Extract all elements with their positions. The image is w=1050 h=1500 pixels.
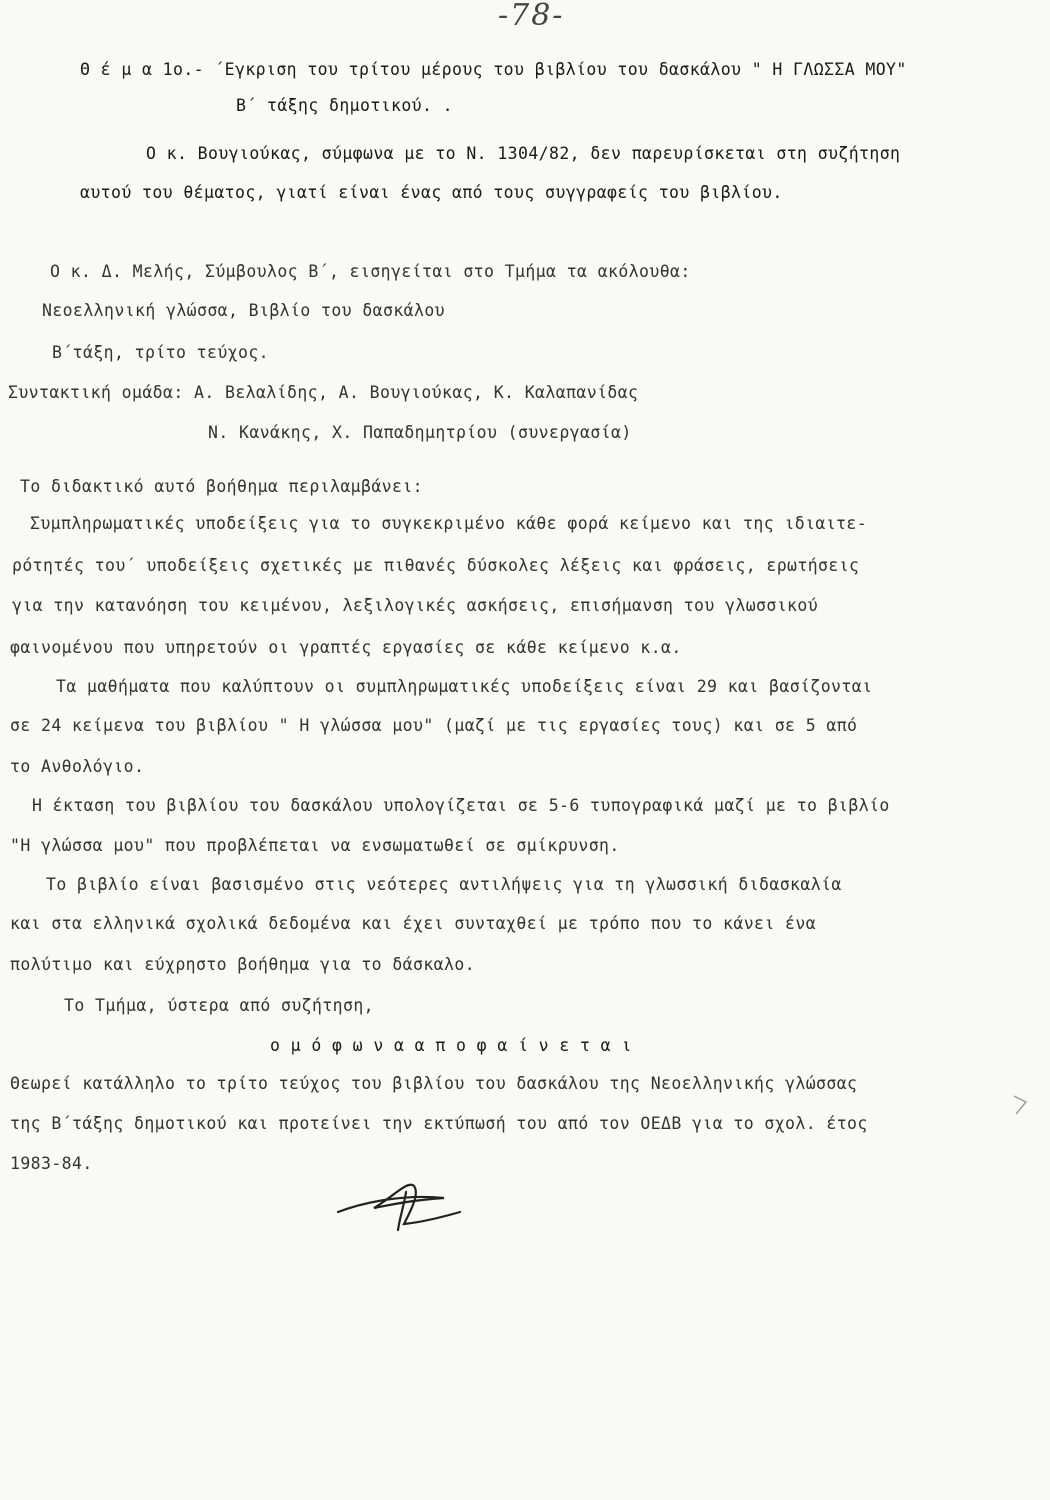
intro-line-2: αυτού του θέματος, γιατί είναι ένας από τους συγγραφείς του βιβλίου. — [80, 183, 783, 202]
report-line-1: Ο κ. Δ. Μελής, Σύμβουλος Β΄, εισηγείται στο Τμήμα τα ακόλουθα: — [50, 262, 691, 281]
report-line-18: πολύτιμο και εύχρηστο βοήθημα για το δάσκαλο. — [10, 955, 476, 974]
report-line-11: Τα μαθήματα που καλύπτουν οι συμπληρωματικές υποδείξεις είναι 29 και βασίζονται — [56, 677, 873, 696]
intro-line-1: Ο κ. Βουγιούκας, σύμφωνα με το Ν. 1304/82, δεν παρευρίσκεται στη συζήτηση — [146, 144, 901, 163]
report-line-6: Το διδακτικό αυτό βοήθημα περιλαμβάνει: — [20, 477, 424, 496]
margin-mark — [1012, 1090, 1032, 1120]
report-line-5: Ν. Κανάκης, Χ. Παπαδημητρίου (συνεργασία) — [208, 423, 632, 442]
heading-line-2: Β΄ τάξης δημοτικού. . — [236, 96, 454, 115]
report-line-10: φαινομένου που υπηρετούν οι γραπτές εργασίες σε κάθε κείμενο κ.α. — [10, 638, 682, 657]
signature — [334, 1172, 464, 1242]
report-line-13: το Ανθολόγιο. — [10, 757, 145, 776]
report-line-12: σε 24 κείμενα του βιβλίου " Η γλώσσα μου" (μαζί με τις εργασίες τους) και σε 5 από — [10, 716, 858, 735]
decision-line-1: Θεωρεί κατάλληλο το τρίτο τεύχος του βιβλίου του δασκάλου της Νεοελληνικής γλώσσας — [10, 1074, 858, 1093]
report-line-16: Το βιβλίο είναι βασισμένο στις νεότερες αντιλήψεις για τη γλωσσική διδασκαλία — [46, 875, 842, 894]
page-number: -78- — [498, 0, 565, 33]
heading-line-1: Θ έ μ α 1ο.- ΄Εγκριση του τρίτου μέρους του βιβλίου του δασκάλου " Η ΓΛΩΣΣΑ ΜΟΥ" — [80, 60, 907, 79]
report-line-14: Η έκταση του βιβλίου του δασκάλου υπολογίζεται σε 5-6 τυπογραφικά μαζί με το βιβλίο — [32, 796, 890, 815]
report-line-9: για την κατανόηση του κειμένου, λεξιλογικές ασκήσεις, επισήμανση του γλωσσικού — [12, 596, 819, 615]
report-line-3: Β΄τάξη, τρίτο τεύχος. — [52, 343, 270, 362]
decision-line-2: της Β΄τάξης δημοτικού και προτείνει την εκτύπωσή του από τον ΟΕΔΒ για το σχολ. έτος — [10, 1114, 868, 1133]
report-line-2: Νεοελληνική γλώσσα, Βιβλίο του δασκάλου — [42, 301, 446, 320]
decision-heading: ο μ ό φ ω ν α α π ο φ α ί ν ε τ α ι — [270, 1036, 632, 1055]
report-line-17: και στα ελληνικά σχολικά δεδομένα και έχει συνταχθεί με τρόπο που το κάνει ένα — [10, 914, 817, 933]
report-line-19: Το Τμήμα, ύστερα από συζήτηση, — [64, 996, 375, 1015]
report-line-7: Συμπληρωματικές υποδείξεις για το συγκεκριμένο κάθε φορά κείμενο και της ιδιαιτε- — [30, 514, 868, 533]
decision-line-3: 1983-84. — [10, 1154, 93, 1173]
report-line-15: "Η γλώσσα μου" που προβλέπεται να ενσωματωθεί σε σμίκρυνση. — [10, 836, 620, 855]
report-line-8: ρότητές του΄ υποδείξεις σχετικές με πιθανές δύσκολες λέξεις και φράσεις, ερωτήσεις — [12, 556, 860, 575]
report-line-4: Συντακτική ομάδα: Α. Βελαλίδης, Α. Βουγιούκας, Κ. Καλαπανίδας — [8, 383, 639, 402]
